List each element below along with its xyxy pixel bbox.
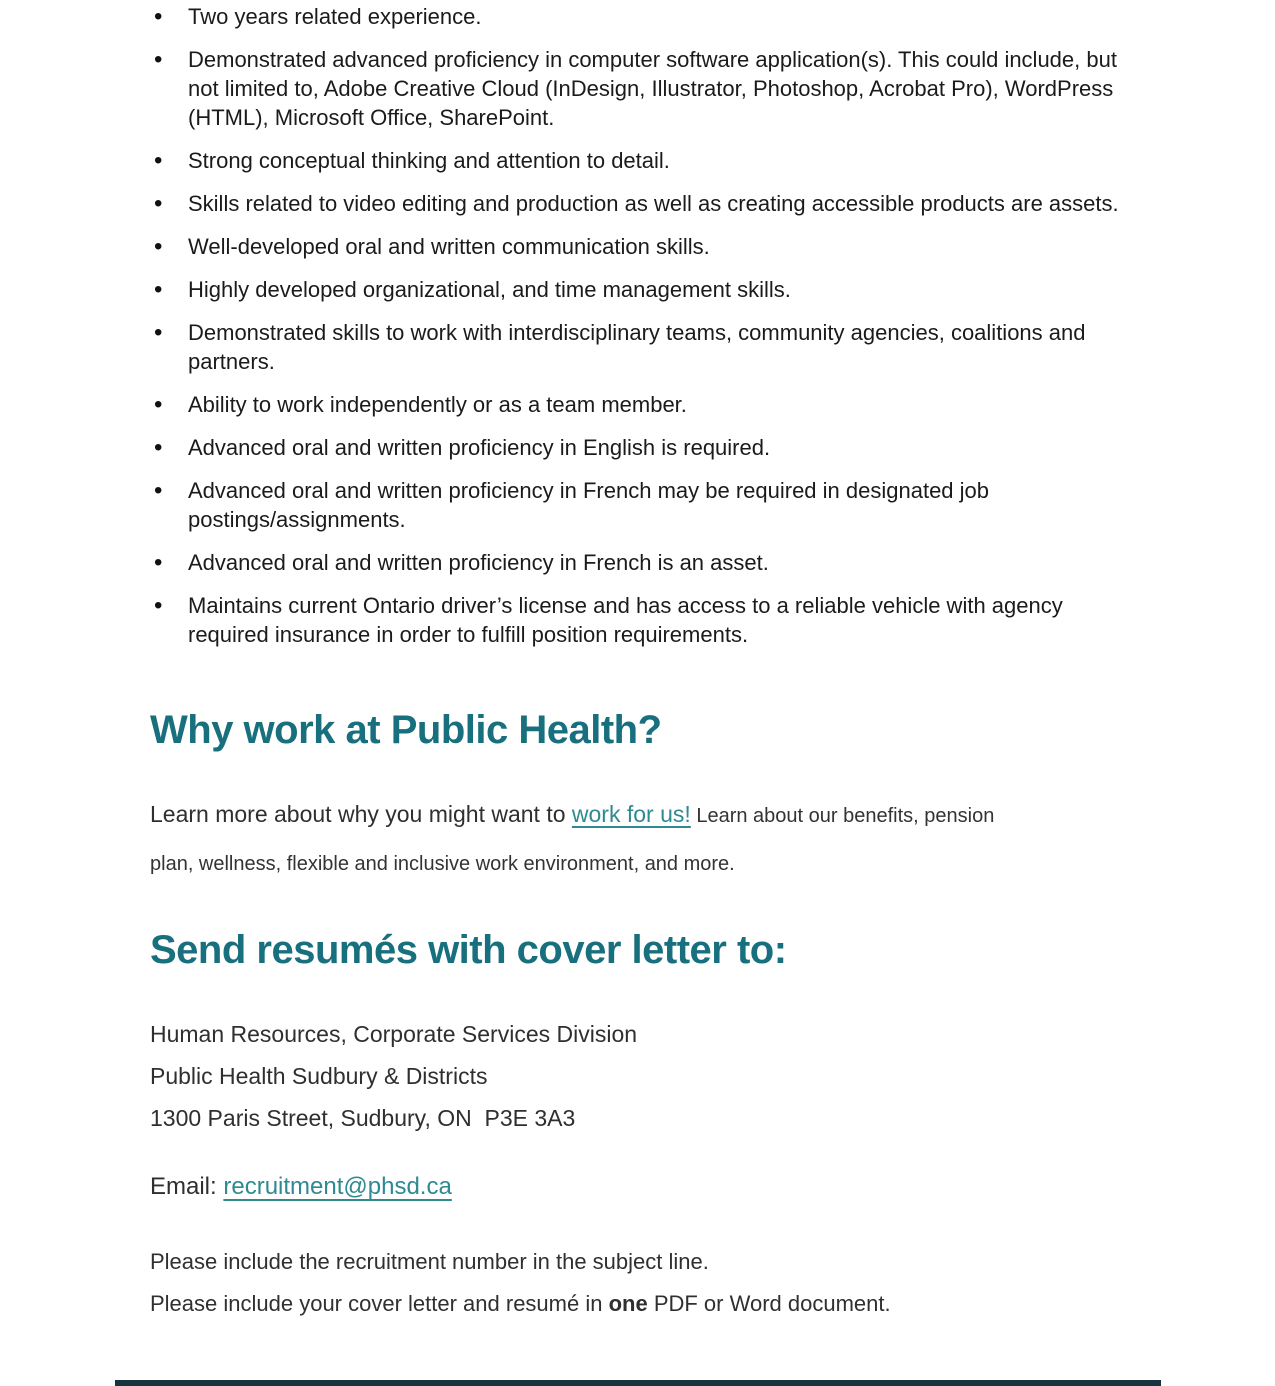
note-one-document-before: Please include your cover letter and resumé in xyxy=(150,1291,609,1316)
note-one-document-bold: one xyxy=(608,1291,648,1316)
address-line-department: Human Resources, Corporate Services Division xyxy=(150,1021,638,1047)
qualification-item: • Strong conceptual thinking and attention to detail. xyxy=(150,146,1140,175)
qualification-item: • Well-developed oral and written communication skills. xyxy=(150,232,1140,261)
why-work-text-before-link: Learn more about why you might want to xyxy=(150,801,572,827)
note-recruitment-number: Please include the recruitment number in the subject line. xyxy=(150,1249,709,1274)
qualification-item: • Two years related experience. xyxy=(150,2,1140,31)
qualification-item: • Ability to work independently or as a team member. xyxy=(150,390,1140,419)
note-one-document-after: PDF or Word document. xyxy=(647,1291,891,1316)
send-resumes-heading: Send resumés with cover letter to: xyxy=(150,928,787,972)
footer-band xyxy=(115,1380,1161,1386)
qualification-item: • Demonstrated advanced proficiency in computer software application(s). This could include, but not limited to, Adobe Creative Cloud (InDesign, Illustrator, Photoshop, Acrobat Pro), WordPress (HTML), Microsoft Office, SharePoint. xyxy=(150,45,1140,132)
email-line xyxy=(150,1171,1140,1203)
qualification-item: • Advanced oral and written proficiency in French may be required in designated job postings/assignments. xyxy=(150,476,1140,534)
qualification-item: • Maintains current Ontario driver’s license and has access to a reliable vehicle with agency required insurance in order to fulfill position requirements. xyxy=(150,591,1140,649)
why-work-text-after-link: Learn about our benefits, pension plan, wellness, flexible and inclusive work environment, and more. xyxy=(150,805,995,875)
address-line-street: 1300 Paris Street, Sudbury, ON P3E 3A3 xyxy=(150,1105,576,1131)
qualification-item: • Demonstrated skills to work with interdisciplinary teams, community agencies, coalitions and partners. xyxy=(150,318,1140,376)
application-notes xyxy=(150,1247,1140,1319)
address-line-organization: Public Health Sudbury & Districts xyxy=(150,1063,488,1089)
job-posting-page xyxy=(150,2,1140,1331)
why-work-paragraph xyxy=(150,791,1030,887)
qualification-item: • Advanced oral and written proficiency in French is an asset. xyxy=(150,548,1140,577)
qualification-item: • Highly developed organizational, and time management skills. xyxy=(150,275,1140,304)
email-label: Email: xyxy=(150,1173,224,1200)
qualification-item: • Advanced oral and written proficiency in English is required. xyxy=(150,433,1140,462)
qualification-item: • Skills related to video editing and production as well as creating accessible products are assets. xyxy=(150,189,1140,218)
address-block xyxy=(150,1013,1140,1139)
recruitment-email-link[interactable]: recruitment@phsd.ca xyxy=(223,1173,452,1200)
note-one-document xyxy=(150,1289,1140,1319)
qualifications-list xyxy=(150,2,1140,649)
why-work-heading: Why work at Public Health? xyxy=(150,708,662,752)
work-for-us-link[interactable]: work for us! xyxy=(571,801,691,827)
